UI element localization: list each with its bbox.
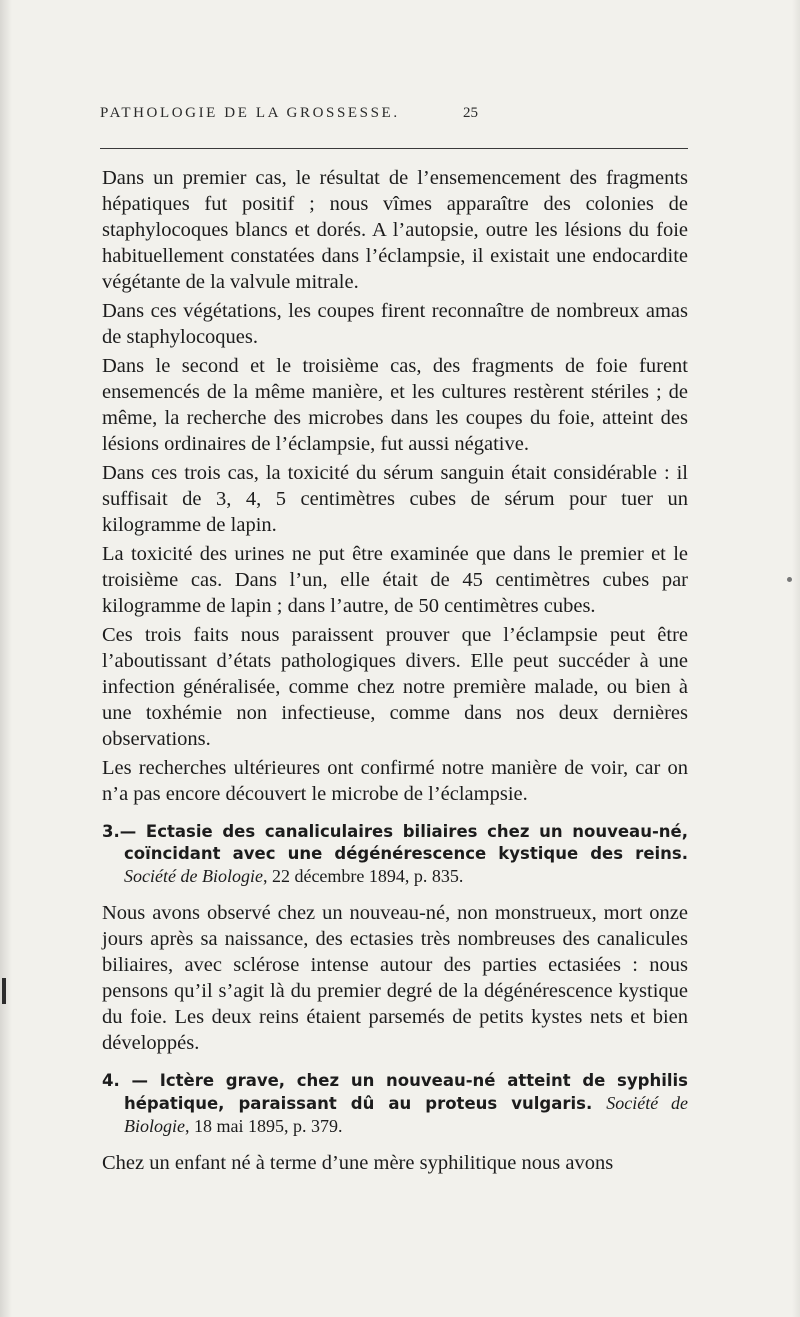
running-head [0, 105, 590, 129]
page-gutter-shadow [0, 0, 12, 1317]
entry-journal: Société de Biologie [124, 1093, 688, 1136]
paragraph: Ces trois faits nous paraissent prouver que l’éclampsie peut être l’aboutissant d’états pathologiques divers. Elle peut succéder à une infection généralisée, comme chez notre première malade, ou bien à une toxhémie non infectieuse, comme dans nos deux dernières observations. [102, 624, 688, 750]
paragraph: Chez un enfant né à terme d’une mère syphilitique nous avons [102, 1152, 614, 1174]
publication-entry-4 [102, 1070, 688, 1138]
page-edge-shadow [792, 0, 800, 1317]
running-title: PATHOLOGIE DE LA GROSSESSE. [100, 105, 400, 121]
entry-title: 3.— Ectasie des canaliculaires biliaires chez un nouveau-né, coïncidant avec une dégénérescence kystique des reins. [102, 822, 688, 863]
entry-title: 4. — Ictère grave, chez un nouveau-né atteint de syphilis hépatique, paraissant dû au proteus vulgaris. [102, 1071, 688, 1113]
paragraph: Dans ces trois cas, la toxicité du sérum sanguin était considérable : il suffisait de 3, 4, 5 centimètres cubes de sérum pour tuer un kilogramme de lapin. [102, 462, 688, 536]
body-text [102, 165, 688, 1179]
scan-dot [787, 577, 792, 582]
paragraph: Les recherches ultérieures ont confirmé notre manière de voir, car on n’a pas encore découvert le microbe de l’éclampsie. [102, 757, 688, 805]
scan-mark [2, 978, 6, 1004]
paragraph: Dans le second et le troisième cas, des fragments de foie furent ensemencés de la même manière, et les cultures restèrent stériles ; de même, la recherche des microbes dans les coupes du foie, atteint des lésions ordinaires de l’éclampsie, fut aussi négative. [102, 355, 688, 455]
paragraph: La toxicité des urines ne put être examinée que dans le premier et le troisième cas. Dans l’un, elle était de 45 centimètres cubes par kilogramme de lapin ; dans l’autre, de 50 centimètres cubes. [102, 543, 688, 617]
entry-journal: Société de Biologie [124, 866, 263, 886]
entry-source [124, 866, 463, 886]
entry-citation: , 22 décembre 1894, p. 835. [262, 866, 464, 886]
header-rule [100, 148, 688, 149]
page-number: 25 [463, 105, 478, 121]
paragraph: Nous avons observé chez un nouveau-né, non monstrueux, mort onze jours après sa naissance, des ectasies très nombreuses des canalicules biliaires, avec sclérose intense autour des parties ectasiées : nous pensons qu’il s’agit là du premier degré de la dégénérescence kystique du foie. Les deux reins étaient parsemés de petits kystes nets et bien développés. [102, 902, 688, 1054]
entry-citation: , 18 mai 1895, p. 379. [185, 1116, 343, 1136]
paragraph: Dans un premier cas, le résultat de l’ensemencement des fragments hépatiques fut positif ; nous vîmes apparaître des colonies de staphylocoques blancs et dorés. A l’autopsie, outre les lésions du foie habituellement constatées dans l’éclampsie, il existait une endocardite végétante de la valvule mitrale. [102, 167, 688, 293]
publication-entry-3 [102, 821, 688, 888]
paragraph: Dans ces végétations, les coupes firent reconnaître de nombreux amas de staphylocoques. [102, 300, 688, 348]
